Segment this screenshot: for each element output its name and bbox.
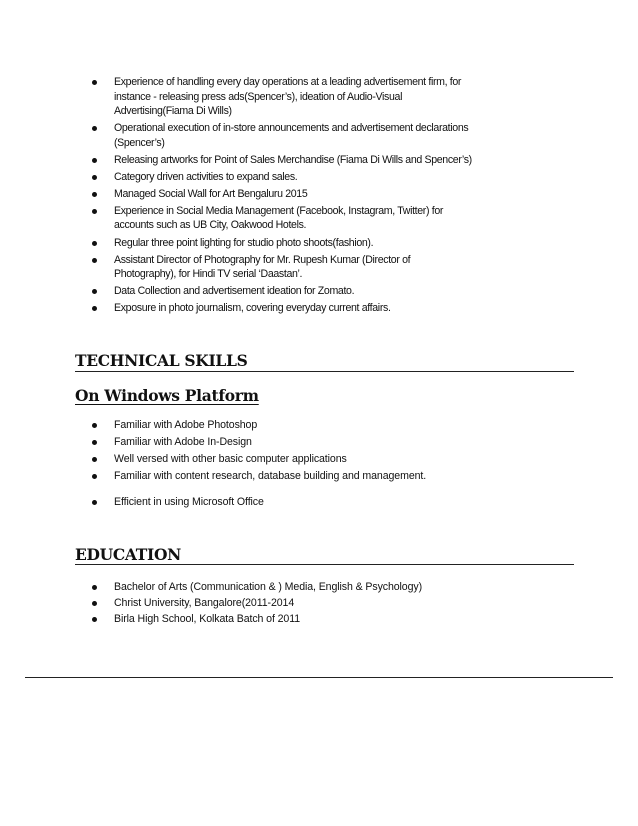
skill-text: Efficient in using Microsoft Office bbox=[114, 495, 264, 508]
experience-text: Managed Social Wall for Art Bengaluru 2015 bbox=[114, 187, 308, 200]
technical-skills-heading: TECHNICAL SKILLS bbox=[75, 351, 248, 370]
bullet-icon bbox=[92, 209, 97, 214]
list-item bbox=[92, 596, 512, 611]
bullet-icon bbox=[92, 585, 97, 590]
list-item bbox=[92, 170, 472, 185]
bullet-icon bbox=[92, 289, 97, 294]
list-item bbox=[92, 236, 472, 251]
bullet-icon bbox=[92, 423, 97, 428]
bullet-icon bbox=[92, 192, 97, 197]
education-heading: EDUCATION bbox=[75, 545, 182, 564]
list-item bbox=[92, 284, 472, 299]
experience-text: Data Collection and advertisement ideation for Zomato. bbox=[114, 285, 355, 298]
list-item bbox=[92, 301, 472, 316]
list-item bbox=[92, 121, 472, 150]
education-text: Christ University, Bangalore(2011-2014 bbox=[114, 597, 295, 609]
bullet-icon bbox=[92, 440, 97, 445]
footer-divider bbox=[25, 677, 613, 678]
skill-text: Familiar with Adobe In-Design bbox=[114, 436, 252, 448]
technical-skills-list bbox=[92, 418, 512, 512]
list-item bbox=[92, 204, 472, 233]
education-list bbox=[92, 580, 512, 628]
windows-platform-subheading: On Windows Platform bbox=[75, 386, 259, 405]
skill-text: Familiar with content research, database building and management. bbox=[114, 470, 427, 482]
bullet-icon bbox=[92, 175, 97, 180]
list-item bbox=[92, 469, 512, 484]
list-item bbox=[92, 153, 472, 168]
experience-text: Releasing artworks for Point of Sales Merchandise (Fiama Di Wills and Spencer’s) bbox=[114, 153, 472, 166]
bullet-icon bbox=[92, 474, 97, 479]
list-item bbox=[92, 187, 472, 202]
bullet-icon bbox=[92, 306, 97, 311]
list-item bbox=[92, 495, 512, 510]
experience-text: Operational execution of in-store announcements and advertisement declarations (Spencer’s) bbox=[114, 122, 469, 149]
skill-text: Well versed with other basic computer applications bbox=[114, 453, 347, 465]
experience-text: Experience of handling every day operations at a leading advertisement firm, for instance - releasing press ads(Spencer’s), ideation of Audio-Visual Advertising(Fiama Di Wills) bbox=[114, 76, 462, 117]
list-item bbox=[92, 418, 512, 433]
list-item bbox=[92, 580, 512, 595]
experience-text: Category driven activities to expand sales. bbox=[114, 170, 298, 183]
bullet-icon bbox=[92, 158, 97, 163]
list-item bbox=[92, 612, 512, 627]
bullet-icon bbox=[92, 601, 97, 606]
bullet-icon bbox=[92, 126, 97, 131]
skill-text: Familiar with Adobe Photoshop bbox=[114, 419, 258, 431]
experience-text: Regular three point lighting for studio photo shoots(fashion). bbox=[114, 236, 374, 249]
education-text: Birla High School, Kolkata Batch of 2011 bbox=[114, 613, 301, 625]
section-divider bbox=[75, 371, 574, 372]
experience-text: Experience in Social Media Management (Facebook, Instagram, Twitter) for accounts such as UB City, Oakwood Hotels. bbox=[114, 204, 444, 232]
experience-text: Exposure in photo journalism, covering everyday current affairs. bbox=[114, 302, 391, 315]
list-item bbox=[92, 435, 512, 450]
experience-text: Assistant Director of Photography for Mr. Rupesh Kumar (Director of Photography), for Hindi TV serial ‘Daastan’. bbox=[114, 253, 411, 281]
bullet-icon bbox=[92, 500, 97, 505]
list-item bbox=[92, 253, 472, 282]
section-divider bbox=[75, 564, 574, 565]
experience-list bbox=[92, 75, 472, 318]
education-text: Bachelor of Arts (Communication & ) Media, English & Psychology) bbox=[114, 581, 423, 593]
bullet-icon bbox=[92, 258, 97, 263]
list-item bbox=[92, 75, 472, 119]
bullet-icon bbox=[92, 80, 97, 85]
bullet-icon bbox=[92, 457, 97, 462]
bullet-icon bbox=[92, 617, 97, 622]
list-item bbox=[92, 452, 512, 467]
bullet-icon bbox=[92, 241, 97, 246]
